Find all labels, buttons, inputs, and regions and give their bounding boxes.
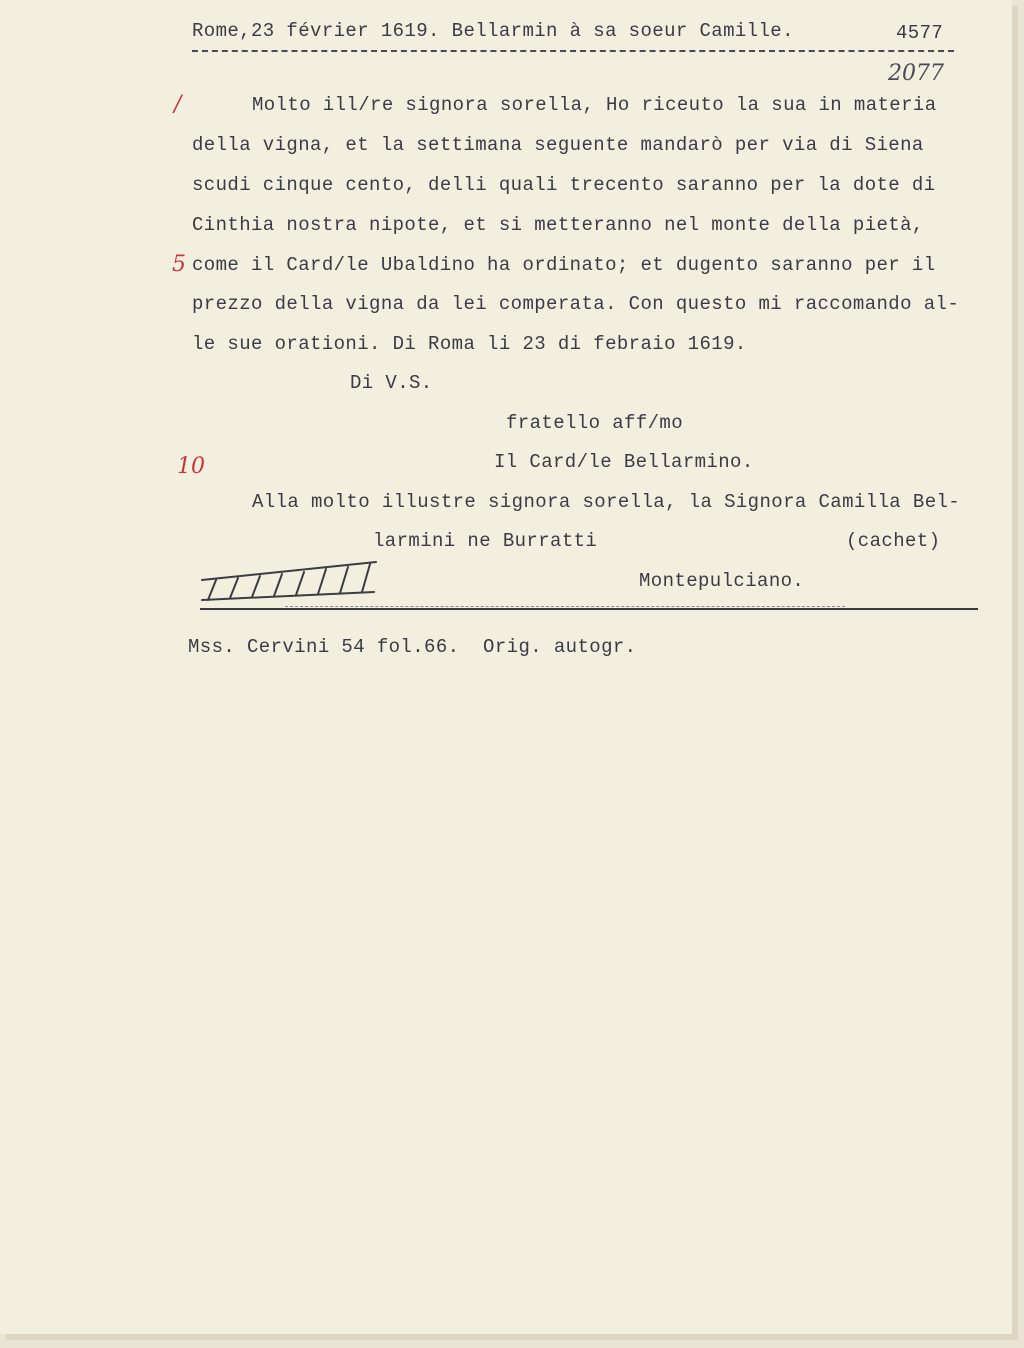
- address-line-2: larmini ne Burratti: [373, 530, 598, 552]
- closing-rule-faint: [285, 606, 845, 607]
- letter-line-6: prezzo della vigna da lei comperata. Con questo mi raccomando al-: [192, 293, 960, 315]
- address-city: Montepulciano.: [639, 570, 805, 592]
- margin-mark-10: 10: [177, 454, 205, 479]
- svg-text:2077: 2077: [888, 61, 944, 86]
- closing-rule: [200, 608, 978, 610]
- header-dashed-rule: [192, 50, 954, 52]
- margin-mark-1: /: [174, 92, 182, 117]
- margin-mark-5: 5: [172, 252, 186, 277]
- letter-line-2: della vigna, et la settimana seguente mandarò per via di Siena: [192, 134, 924, 156]
- address-line-1: Alla molto illustre signora sorella, la Signora Camilla Bel-: [252, 491, 961, 513]
- handwritten-folio-number: [886, 56, 958, 92]
- seal-note: (cachet): [846, 530, 941, 552]
- page-number: 4577: [896, 22, 944, 44]
- header-title: Rome,23 février 1619. Bellarmin à sa soeur Camille.: [192, 20, 794, 42]
- letter-line-1: Molto ill/re signora sorella, Ho riceuto la sua in materia: [252, 94, 937, 116]
- letter-line-3: scudi cinque cento, delli quali trecento saranno per la dote di: [192, 174, 936, 196]
- hatch-strike-mark: [198, 556, 380, 606]
- valediction: fratello aff/mo: [506, 412, 684, 434]
- letter-line-5: come il Card/le Ubaldino ha ordinato; et dugento saranno per il: [192, 254, 936, 276]
- source-reference: Mss. Cervini 54 fol.66. Orig. autogr.: [188, 636, 637, 658]
- closing: Di V.S.: [350, 372, 433, 394]
- signature: Il Card/le Bellarmino.: [494, 451, 754, 473]
- letter-line-4: Cinthia nostra nipote, et si metteranno nel monte della pietà,: [192, 214, 924, 236]
- letter-line-7: le sue orationi. Di Roma li 23 di febraio 1619.: [192, 333, 747, 355]
